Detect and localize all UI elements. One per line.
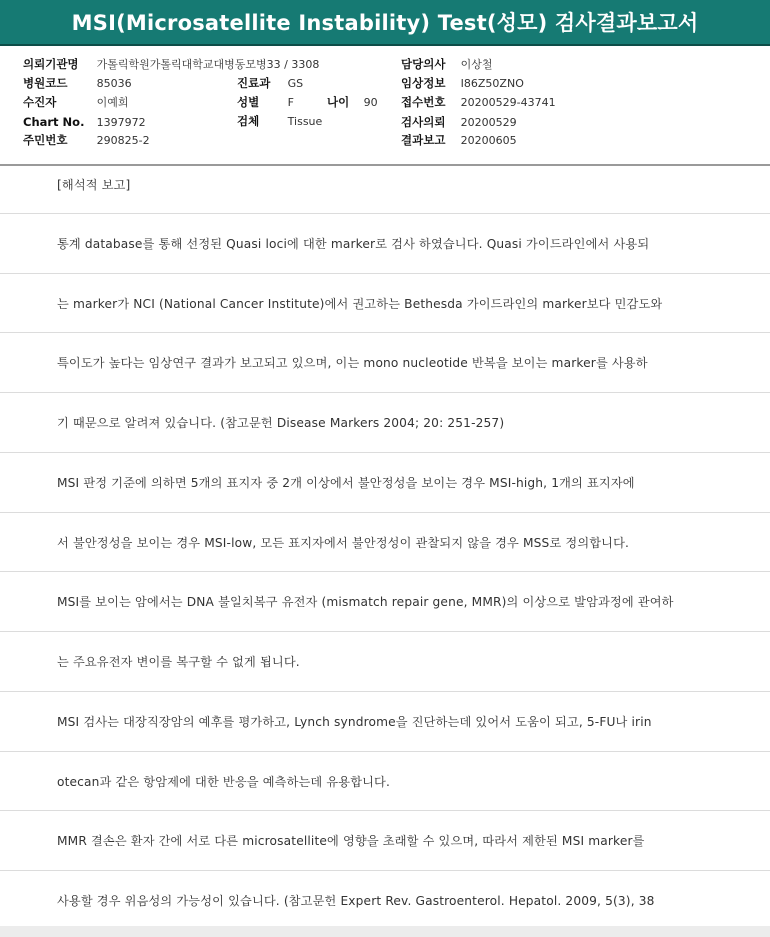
- institution-label: 의뢰기관명: [23, 57, 79, 71]
- age-label: 나이: [327, 95, 350, 109]
- department-value: GS: [287, 77, 304, 90]
- hospital-code-field: [23, 76, 132, 91]
- doctor-value: 이상철: [460, 58, 493, 71]
- line-divider: [0, 512, 770, 513]
- bottom-strip: [0, 926, 770, 937]
- interpretive-report: [0, 168, 770, 926]
- line-divider: [0, 571, 770, 572]
- specimen-field: [237, 114, 322, 129]
- report-line: MSI 검사는 대장직장암의 예후를 평가하고, Lynch syndrome을 진단하는데 있어서 도움이 되고, 5-FU나 irin: [57, 715, 652, 729]
- line-divider: [0, 392, 770, 393]
- age-field: [327, 95, 378, 110]
- age-value: 90: [363, 96, 378, 109]
- line-divider: [0, 691, 770, 692]
- department-label: 진료과: [237, 76, 271, 90]
- specimen-value: Tissue: [287, 115, 323, 128]
- report-line: 는 주요유전자 변이를 복구할 수 없게 됩니다.: [57, 655, 300, 669]
- clinical-info-value: I86Z50ZNO: [460, 77, 524, 90]
- specimen-label: 검체: [237, 114, 260, 128]
- receipt-no-value: 20200529-43741: [460, 96, 556, 109]
- line-divider: [0, 810, 770, 811]
- report-line: 통계 database를 통해 선정된 Quasi loci에 대한 marker로 검사 하였습니다. Quasi 가이드라인에서 사용되: [57, 237, 650, 251]
- request-date-value: 20200529: [460, 116, 517, 129]
- report-line: [해석적 보고]: [57, 178, 131, 192]
- line-divider: [0, 631, 770, 632]
- report-line: 사용할 경우 위음성의 가능성이 있습니다. (참고문헌 Expert Rev. Gastroenterol. Hepatol. 2009, 5(3), 38: [57, 894, 655, 908]
- report-line: 서 불안정성을 보이는 경우 MSI-low, 모든 표지자에서 불안정성이 관찰되지 않을 경우 MSS로 정의합니다.: [57, 536, 630, 550]
- hospital-code-label: 병원코드: [23, 76, 68, 90]
- sex-value: F: [287, 96, 294, 109]
- patient-info-panel: [0, 48, 770, 166]
- request-date-label: 검사의뢰: [401, 115, 446, 129]
- report-line: MSI 판정 기준에 의하면 5개의 표지자 중 2개 이상에서 불안정성을 보이는 경우 MSI-high, 1개의 표지자에: [57, 476, 635, 490]
- report-line: 기 때문으로 알려져 있습니다. (참고문헌 Disease Markers 2004; 20: 251-257): [57, 416, 505, 430]
- doctor-label: 담당의사: [401, 57, 446, 71]
- resident-no-value: 290825-2: [96, 134, 150, 147]
- line-divider: [0, 870, 770, 871]
- report-line: otecan과 같은 항암제에 대한 반응을 예측하는데 유용합니다.: [57, 775, 391, 789]
- report-line: 특이도가 높다는 임상연구 결과가 보고되고 있으며, 이는 mono nucleotide 반복을 보이는 marker를 사용하: [57, 356, 648, 370]
- line-divider: [0, 452, 770, 453]
- sex-field: [237, 95, 294, 110]
- resident-no-field: [23, 133, 150, 148]
- clinical-info-field: [401, 76, 524, 91]
- chart-no-field: [23, 115, 146, 130]
- chart-no-label: Chart No.: [23, 115, 85, 129]
- doctor-field: [401, 57, 493, 72]
- report-date-label: 결과보고: [401, 133, 446, 147]
- examinee-field: [23, 95, 129, 110]
- line-divider: [0, 332, 770, 333]
- receipt-no-label: 접수번호: [401, 95, 446, 109]
- examinee-label: 수진자: [23, 95, 57, 109]
- report-line: 는 marker가 NCI (National Cancer Institute)에서 권고하는 Bethesda 가이드라인의 marker보다 민감도와: [57, 297, 663, 311]
- chart-no-value: 1397972: [96, 116, 146, 129]
- report-title: MSI(Microsatellite Instability) Test(성모) 검사결과보고서: [0, 0, 770, 46]
- line-divider: [0, 213, 770, 214]
- line-divider: [0, 751, 770, 752]
- report-date-value: 20200605: [460, 134, 517, 147]
- institution-value: 가톨릭학원가톨릭대학교대병동모병33 / 3308: [96, 58, 320, 71]
- resident-no-label: 주민번호: [23, 133, 68, 147]
- department-field: [237, 76, 303, 91]
- sex-label: 성별: [237, 95, 260, 109]
- report-line: MMR 결손은 환자 간에 서로 다른 microsatellite에 영향을 초래할 수 있으며, 따라서 제한된 MSI marker를: [57, 834, 645, 848]
- receipt-no-field: [401, 95, 556, 110]
- clinical-info-label: 임상정보: [401, 76, 446, 90]
- report-date-field: [401, 133, 517, 148]
- examinee-value: 이예희: [96, 96, 129, 109]
- line-divider: [0, 273, 770, 274]
- institution-field: [23, 57, 319, 72]
- request-date-field: [401, 115, 517, 130]
- hospital-code-value: 85036: [96, 77, 132, 90]
- report-line: MSI를 보이는 암에서는 DNA 불일치복구 유전자 (mismatch repair gene, MMR)의 이상으로 발암과정에 관여하: [57, 595, 674, 609]
